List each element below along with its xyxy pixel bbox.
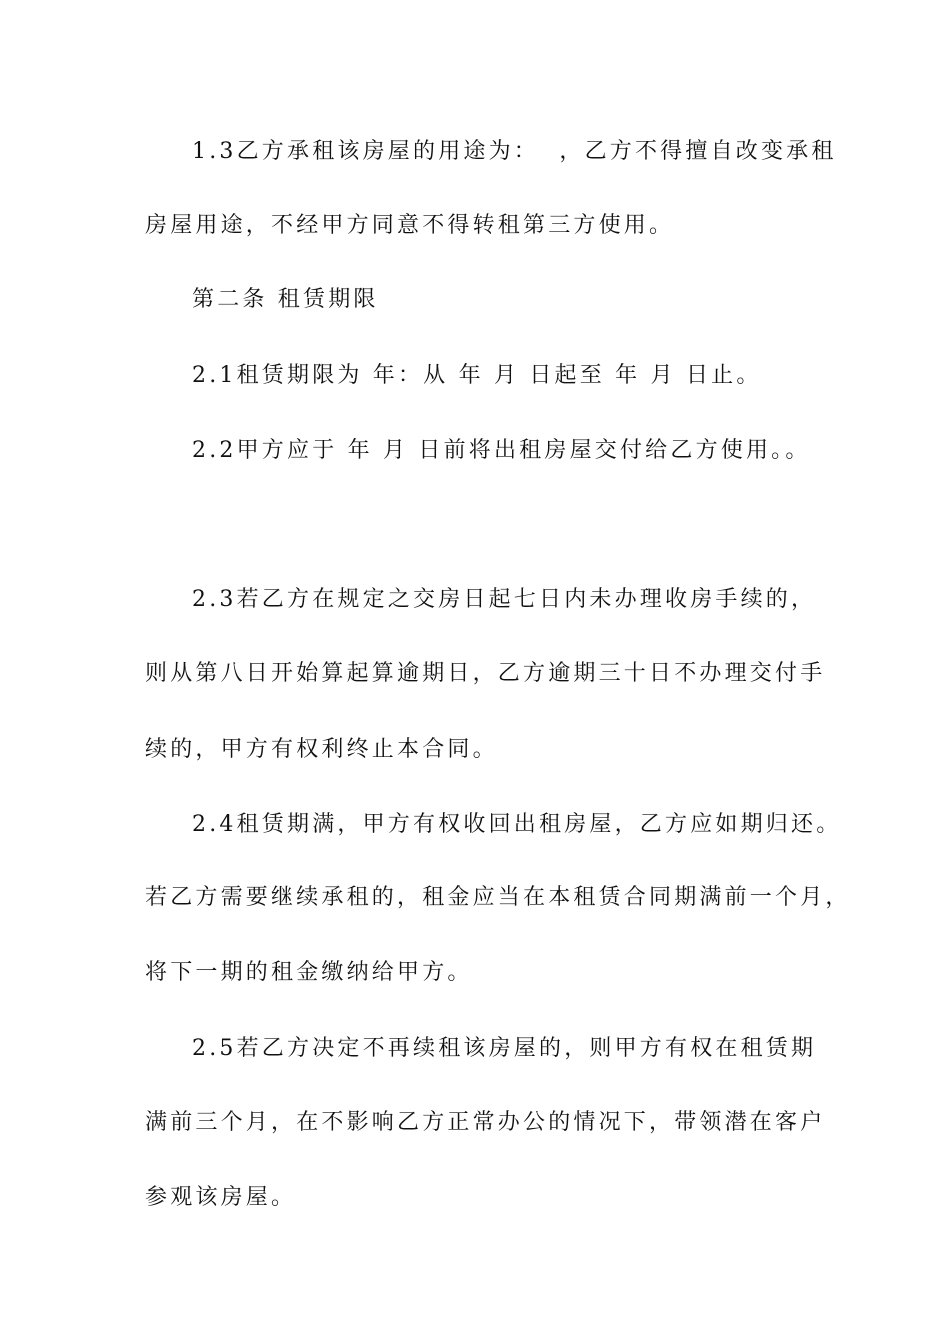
- clause-2-2: 2.2甲方应于 年 月 日前将出租房屋交付给乙方使用。。: [192, 438, 811, 463]
- clause-1-3-line-2: 房屋用途，不经甲方同意不得转租第三方使用。: [145, 213, 675, 238]
- clause-2-4-line-2: 若乙方需要继续承租的，租金应当在本租赁合同期满前一个月，: [145, 885, 851, 910]
- clause-2-1: 2.1租赁期限为 年：从 年 月 日起至 年 月 日止。: [192, 363, 762, 388]
- article-2-heading: 第二条 租赁期限: [192, 287, 379, 312]
- clause-2-5-line-1: 2.5若乙方决定不再续租该房屋的，则甲方有权在租赁期: [192, 1036, 817, 1061]
- clause-2-3-line-3: 续的，甲方有权利终止本合同。: [145, 737, 498, 762]
- clause-1-3-line-1: 1.3乙方承租该房屋的用途为： ，乙方不得擅自改变承租: [192, 139, 837, 164]
- clause-2-4-line-3: 将下一期的租金缴纳给甲方。: [145, 960, 473, 985]
- clause-2-3-line-2: 则从第八日开始算起算逾期日，乙方逾期三十日不办理交付手: [145, 661, 826, 686]
- clause-2-3-line-1: 2.3若乙方在规定之交房日起七日内未办理收房手续的，: [192, 587, 817, 612]
- clause-2-5-line-3: 参观该房屋。: [145, 1185, 297, 1210]
- clause-2-4-line-1: 2.4租赁期满，甲方有权收回出租房屋，乙方应如期归还。: [192, 812, 842, 837]
- clause-2-5-line-2: 满前三个月，在不影响乙方正常办公的情况下，带领潜在客户: [145, 1110, 826, 1135]
